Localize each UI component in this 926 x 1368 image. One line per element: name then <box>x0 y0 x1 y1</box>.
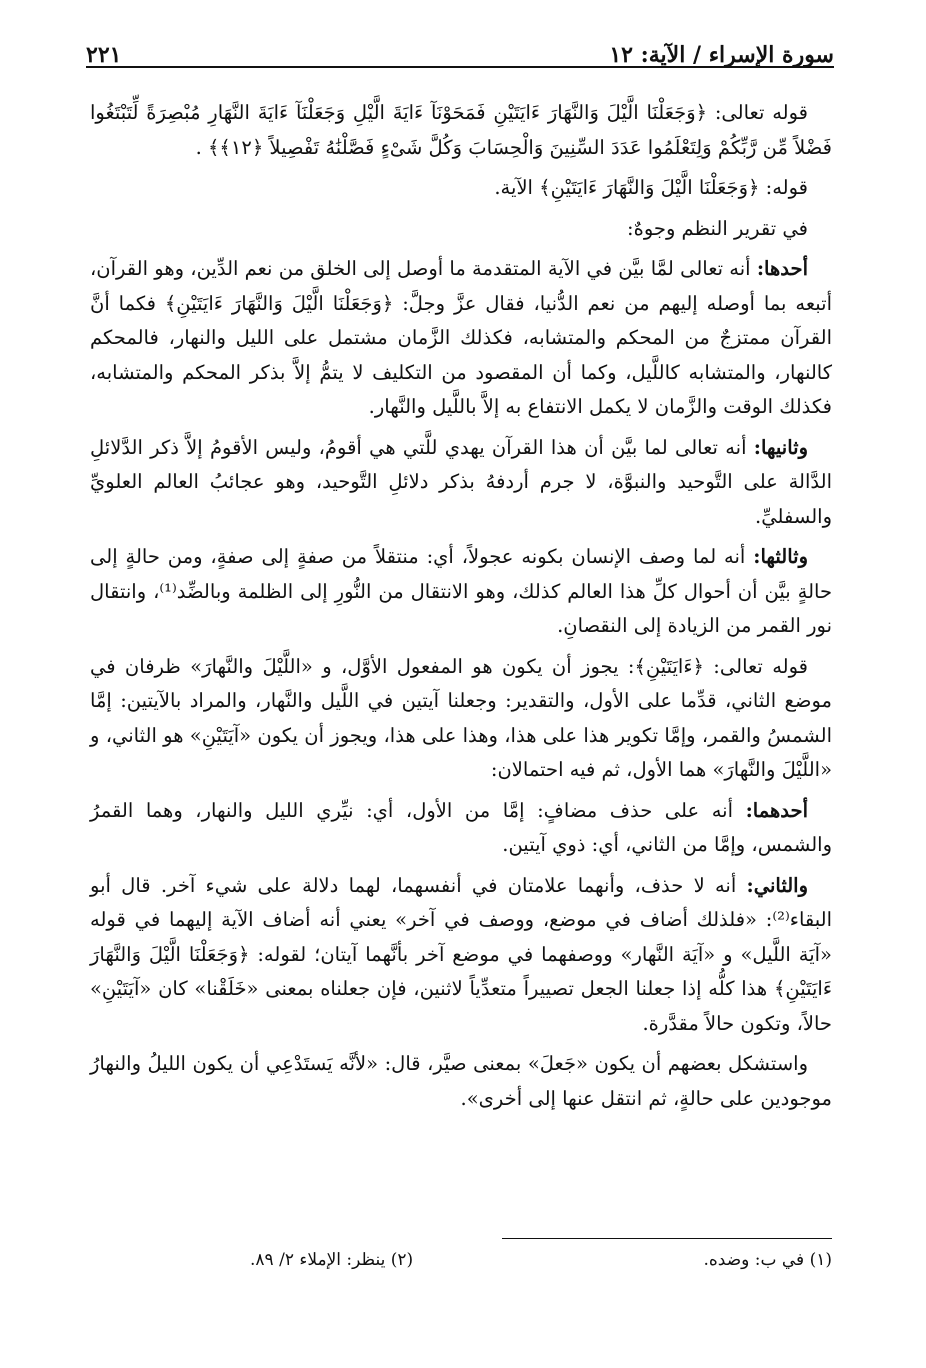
paragraph-lead: والثاني: <box>746 873 809 897</box>
main-text <box>90 96 832 1122</box>
paragraph <box>90 794 832 863</box>
paragraph-lead: وثالثها: <box>753 545 808 568</box>
paragraph <box>90 96 832 165</box>
paragraph <box>90 650 832 788</box>
paragraph <box>90 252 832 425</box>
paragraph <box>90 212 832 247</box>
paragraph-text: في تقرير النظم وجوهٌ: <box>627 216 808 240</box>
paragraph-lead: أحدها: <box>756 257 808 280</box>
paragraph-text: قوله تعالى: ﴿ءَايَتَيْنِ﴾: يجوز أن يكون هو المفعول الأوَّل، و «اللَّيْلَ والنَّهارَ» ظرفان في موضع الثاني، قدِّما على الأول، والتقدير: وجعلنا آيتين في اللَّيل والنَّهار، والمراد بالآيتين: إمَّا الشمسُ والقمر، وإمَّا تكوير هذا على هذا، وهذا على هذا، ويجوز أن يكون «آيَتَيْنِ» هو الثاني، و «اللَّيْلَ والنَّهارَ» هما الأول، ثم فيه احتمالان: <box>90 654 832 781</box>
paragraph <box>90 869 832 1042</box>
paragraph-text: أنه تعالى لما بيَّن أن هذا القرآن يهدي للَّتي هي أقومُ، وليس الأقومُ إلاَّ ذكر الدَّلائلِ الدَّالة على التَّوحيد والنبوَّة، لا جرم أردفهُ بذكر دلائلِ التَّوحيد، وهو عجائبُ العالم العلويِّ والسفليِّ. <box>90 435 832 528</box>
page-number: ٢٢١ <box>86 42 122 68</box>
running-header <box>86 28 834 68</box>
paragraph <box>90 1047 832 1116</box>
paragraph-lead: أحدهما: <box>745 798 808 822</box>
paragraph-text: أنه على حذف مضافٍ: إمَّا من الأول، أي: نيِّري الليل والنهار، وهما القمرُ والشمس، وإمَّا من الثاني، أي: ذوي آيتين. <box>90 798 832 856</box>
paragraph <box>90 540 832 644</box>
footnote-rule <box>502 1238 832 1239</box>
paragraph-text: قوله: ﴿وَجَعَلْنَا الَّيْلَ وَالنَّهَارَ ءَايَتَيْنِ﴾ الآية. <box>494 176 808 199</box>
paragraph <box>90 171 832 206</box>
footnotes <box>250 1246 832 1280</box>
paragraph <box>90 431 832 535</box>
surah-title: سورة الإسراء / الآية: ١٢ <box>609 42 834 68</box>
paragraph-text: أنه لا حذف، وأنهما علامتان في أنفسهما، لهما دلالة على شيء آخر. قال أبو البقاء⁽²⁾: «فلذلك أضاف في موضع، ووصف في آخر» يعني أنه أضاف الآية إليهما في قوله «آيَة اللَّيل» و «آيَة النَّهار» ووصفهما في موضع آخر بأنَّهما آيتان؛ لقوله: ﴿وَجَعَلْنَا الَّيْلَ وَالنَّهَارَ ءَايَتَيْنِ﴾ هذا كلُّه إذا جعلنا الجعل تصييراً متعدِّياً لاثنين، فإن جعلناه بمعنى «خَلَقْنا» كان «آيَتَيْنِ» حالاً، وتكون حالاً مقدَّرة. <box>90 873 832 1035</box>
footnote-2: (٢) ينظر: الإملاء ٢/ ٨٩. <box>250 1250 414 1270</box>
paragraph-text: أنه لما وصف الإنسان بكونه عجولاً، أي: منتقلاً من صفةٍ إلى صفةٍ، ومن حالةٍ إلى حالةٍ بيَّن أن أحوال كلِّ هذا العالم كذلك، وهو الانتقال من النُّورِ إلى الظلمة وبالضِّد⁽¹⁾، وانتقال نور القمر من الزيادة إلى النقصانِ. <box>90 545 833 637</box>
footnote-1: (١) في ب: وضده. <box>703 1250 832 1270</box>
paragraph-text: واستشكل بعضهم أن يكون «جَعلَ» بمعنى صيَّر، قال: «لأنَّه يَستَدْعِي أن يكون الليلُ والنهارُ موجودين على حالةٍ، ثم انتقل عنها إلى أخرى». <box>90 1052 832 1110</box>
paragraph-text: أنه تعالى لمَّا بيَّن في الآية المتقدمة ما أوصل إلى الخلق من نعم الدِّين، وهو القرآن، أتبعه بما أوصله إليهم من نعم الدُّنيا، فقال عزَّ وجلَّ: ﴿وَجَعَلْنَا الَّيْلَ وَالنَّهَارَ ءَايَتَيْنِ﴾ فكما أنَّ القرآن ممتزجٌ من المحكم والمتشابه، فكذلك الزَّمان مشتمل على الليل والنهار، فالمحكم كالنهار، والمتشابه كاللَّيل، وكما أن المقصود من التكليف لا يتمُّ إلاَّ بذكر المحكم والمتشابه، فكذلك الوقت والزَّمان لا يكمل الانتفاع به إلاَّ باللَّيل والنَّهار. <box>90 257 832 418</box>
paragraph-text: قوله تعالى: ﴿وَجَعَلْنَا الَّيْلَ وَالنَّهَارَ ءَايَتَيْنِ فَمَحَوْنَآ ءَايَةَ الَّيْلِ وَجَعَلْنَآ ءَايَةَ النَّهَارِ مُبْصِرَةً لِّتَبْتَغُوا فَضْلاً مِّن رَّبِّكُمْ وَلِتَعْلَمُوا عَدَدَ السِّنِينَ وَالْحِسَابَ وَكُلَّ شَىْءٍ فَصَّلْنَٰهُ تَفْصِيلاً ﴿١٢﴾﴾ . <box>90 101 832 159</box>
paragraph-lead: وثانيها: <box>753 435 809 459</box>
header-rule <box>86 66 834 68</box>
